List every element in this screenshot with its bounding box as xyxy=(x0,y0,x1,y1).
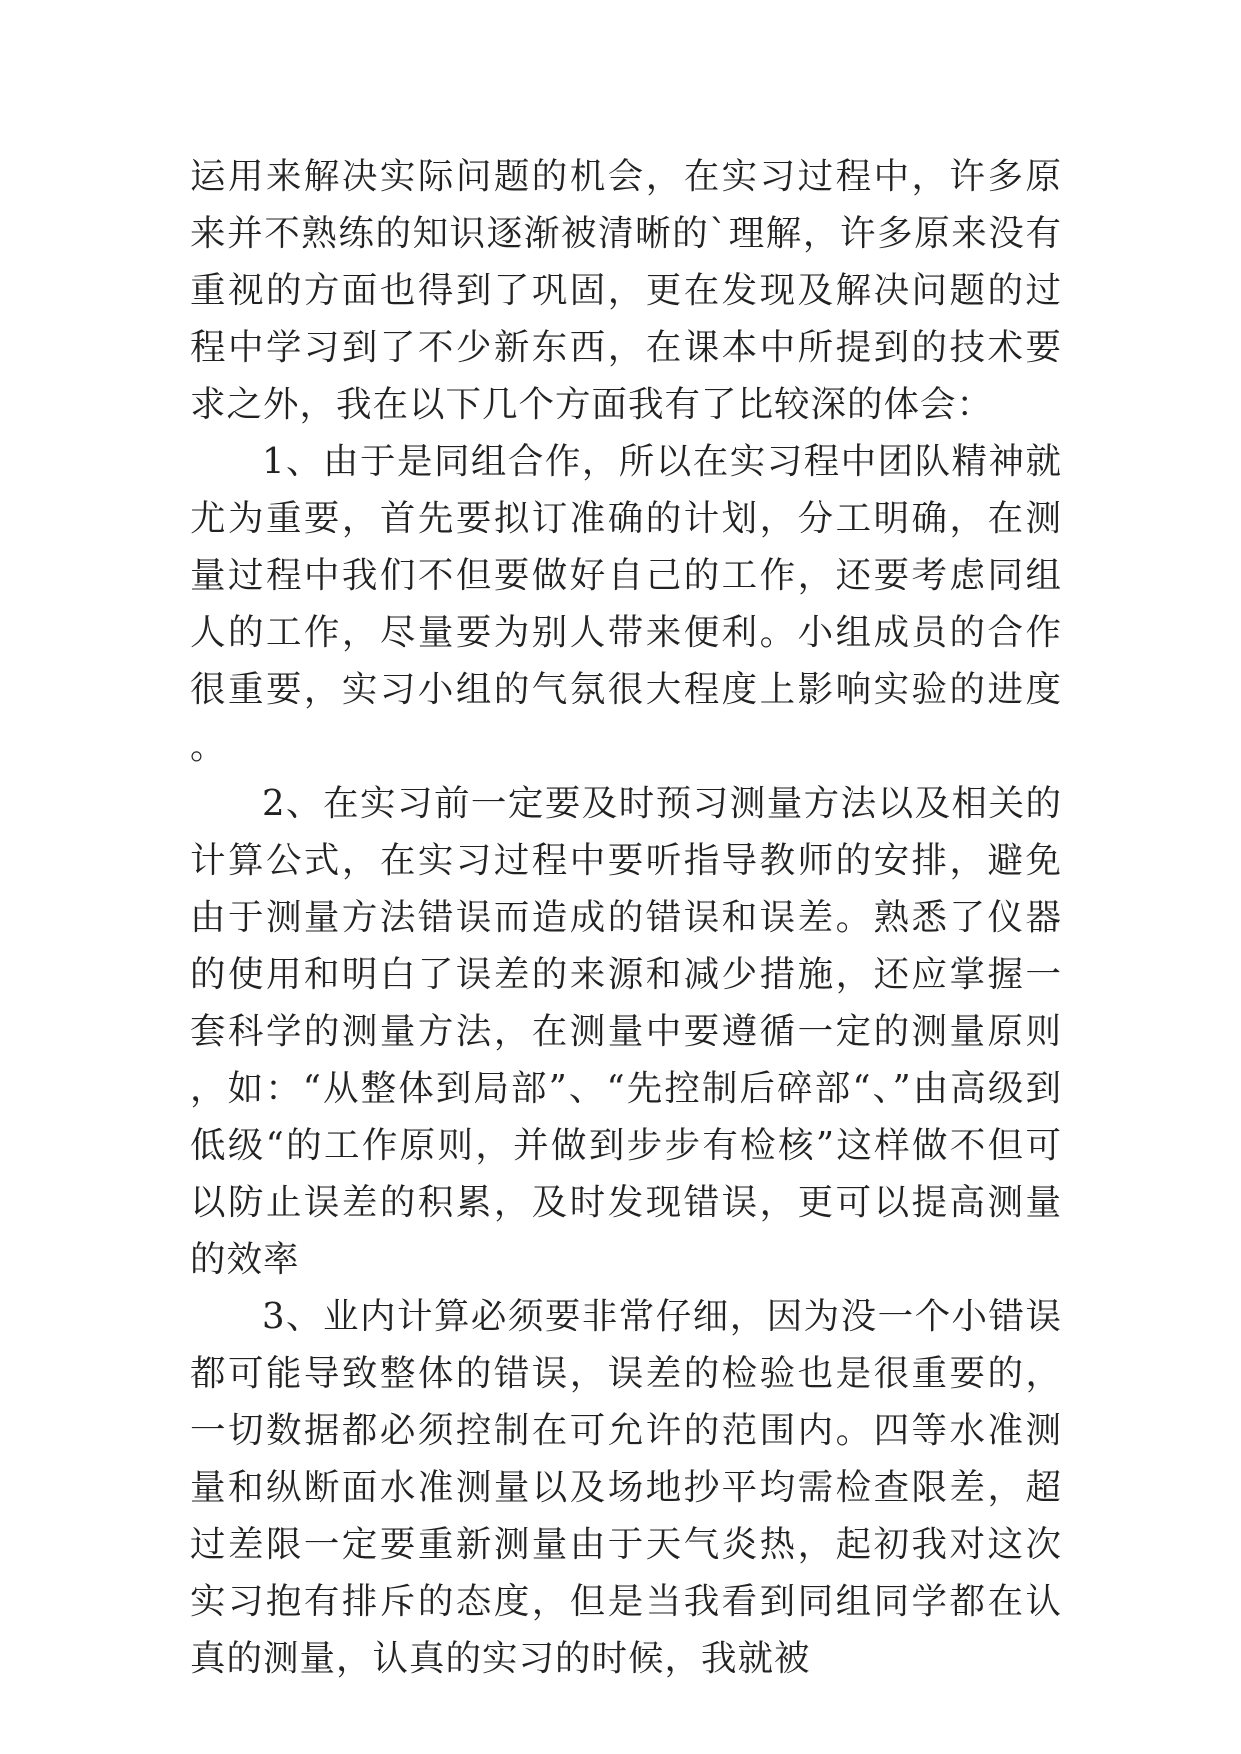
document-body xyxy=(190,148,1062,1687)
paragraph-point-2: 2、在实习前一定要及时预习测量方法以及相关的计算公式，在实习过程中要听指导教师的安排，避免由于测量方法错误而造成的错误和误差。熟悉了仪器的使用和明白了误差的来源和减少措施，还应掌握一套科学的测量方法，在测量中要遵循一定的测量原则，如：“从整体到局部”、“先控制后碎部“、”由高级到低级“的工作原则，并做到步步有检核”这样做不但可以防止误差的积累，及时发现错误，更可以提高测量的效率 xyxy=(190,783,1062,1280)
paragraph-intro: 运用来解决实际问题的机会，在实习过程中，许多原来并不熟练的知识逐渐被清晰的`理解，许多原来没有重视的方面也得到了巩固，更在发现及解决问题的过程中学习到了不少新东西，在课本中所提到的技术要求之外，我在以下几个方面我有了比较深的体会： xyxy=(190,156,1062,425)
paragraph-point-3: 3、业内计算必须要非常仔细，因为没一个小错误都可能导致整体的错误，误差的检验也是很重要的，一切数据都必须控制在可允许的范围内。四等水准测量和纵断面水准测量以及场地抄平均需检查限差，超过差限一定要重新测量由于天气炎热，起初我对这次实习抱有排斥的态度，但是当我看到同组同学都在认真的测量，认真的实习的时候，我就被 xyxy=(190,1296,1062,1679)
paragraph-point-1: 1、由于是同组合作，所以在实习程中团队精神就尤为重要，首先要拟订准确的计划，分工明确，在测量过程中我们不但要做好自己的工作，还要考虑同组人的工作，尽量要为别人带来便利。小组成员的合作很重要，实习小组的气氛很大程度上影响实验的进度。 xyxy=(190,441,1062,767)
